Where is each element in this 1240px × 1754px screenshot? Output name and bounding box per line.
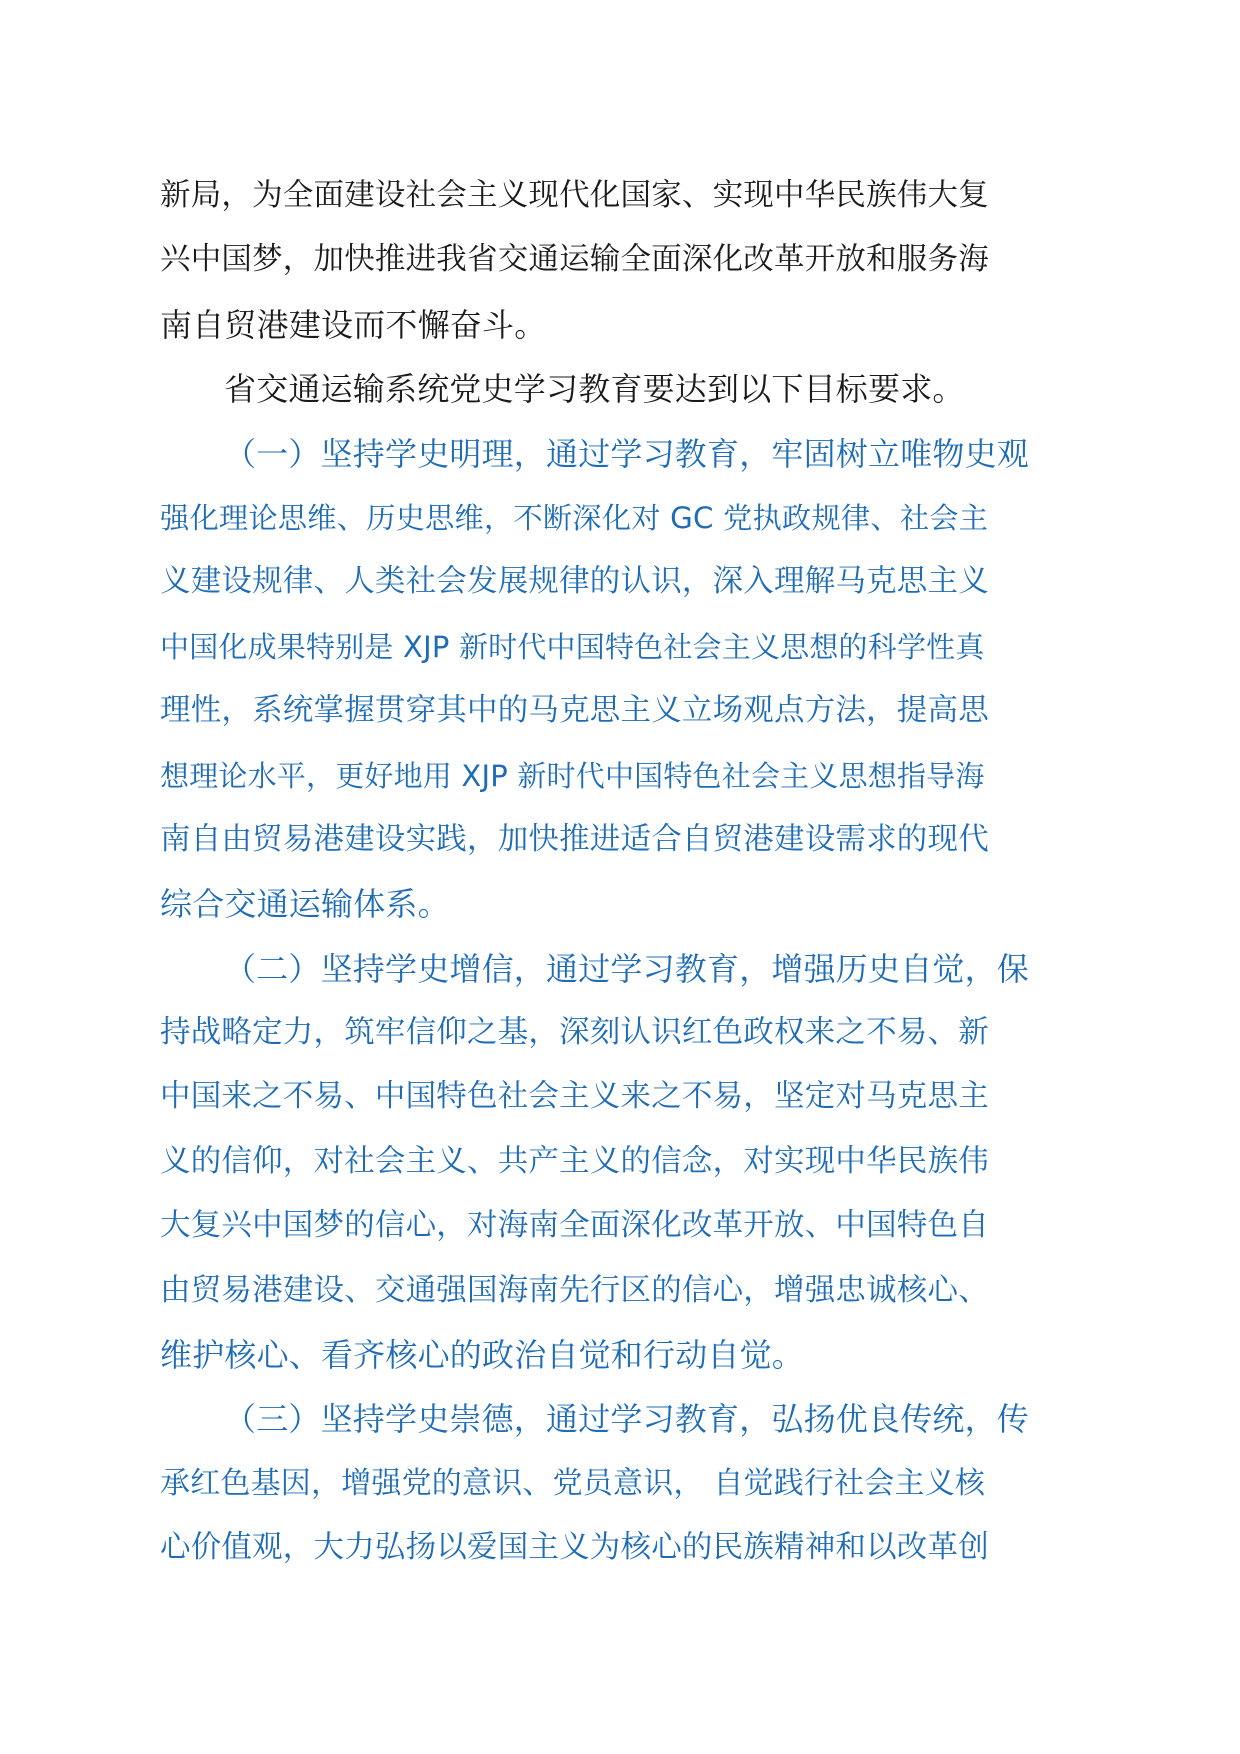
text-line: 中国化成果特别是 XJP 新时代中国特色社会主义思想的科学性真 xyxy=(160,629,985,664)
text-line: 综合交通运输体系。 xyxy=(160,885,450,924)
text-line: 持战略定力，筑牢信仰之基，深刻认识红色政权来之不易、新 xyxy=(160,1015,989,1051)
text-line: 南自贸港建设而不懈奋斗。 xyxy=(160,305,547,344)
text-line: 由贸易港建设、交通强国海南先行区的信心，增强忠诚核心、 xyxy=(160,1272,989,1308)
text-line: 维护核心、看齐核心的政治自觉和行动自觉。 xyxy=(160,1336,805,1375)
text-line: 义建设规律、人类社会发展规律的认识，深入理解马克思主义 xyxy=(160,564,989,600)
paragraph-first-line: （二）坚持学史增信，通过学习教育，增强历史自觉，保 xyxy=(224,949,1030,988)
text-line: 理性，系统掌握贯穿其中的马克思主义立场观点方法，提高思 xyxy=(160,693,989,729)
text-line: 中国来之不易、中国特色社会主义来之不易，坚定对马克思主 xyxy=(160,1079,989,1115)
text-line: 心价值观，大力弘扬以爱国主义为核心的民族精神和以改革创 xyxy=(160,1530,989,1566)
text-line: 大复兴中国梦的信心，对海南全面深化改革开放、中国特色自 xyxy=(160,1208,989,1244)
paragraph-first-line: 省交通运输系统党史学习教育要达到以下目标要求。 xyxy=(224,370,965,409)
text-line: 承红色基因，增强党的意识、党员意识， 自觉践行社会主义核 xyxy=(160,1465,986,1501)
text-line: 南自由贸易港建设实践，加快推进适合自贸港建设需求的现代 xyxy=(160,821,989,857)
text-line: 义的信仰，对社会主义、共产主义的信念，对实现中华民族伟 xyxy=(160,1143,989,1179)
text-line: 想理论水平，更好地用 XJP 新时代中国特色社会主义思想指导海 xyxy=(160,758,985,793)
text-line: 强化理论思维、历史思维，不断深化对 GC 党执政规律、社会主 xyxy=(160,500,989,535)
text-line: 新局，为全面建设社会主义现代化国家、实现中华民族伟大复 xyxy=(160,178,989,213)
paragraph-first-line: （一）坚持学史明理，通过学习教育，牢固树立唯物史观 xyxy=(224,434,1030,473)
document-body xyxy=(160,164,1090,1581)
paragraph-first-line: （三）坚持学史崇德，通过学习教育，弘扬优良传统，传 xyxy=(224,1400,1030,1439)
text-line: 兴中国梦，加快推进我省交通运输全面深化改革开放和服务海 xyxy=(160,242,989,278)
